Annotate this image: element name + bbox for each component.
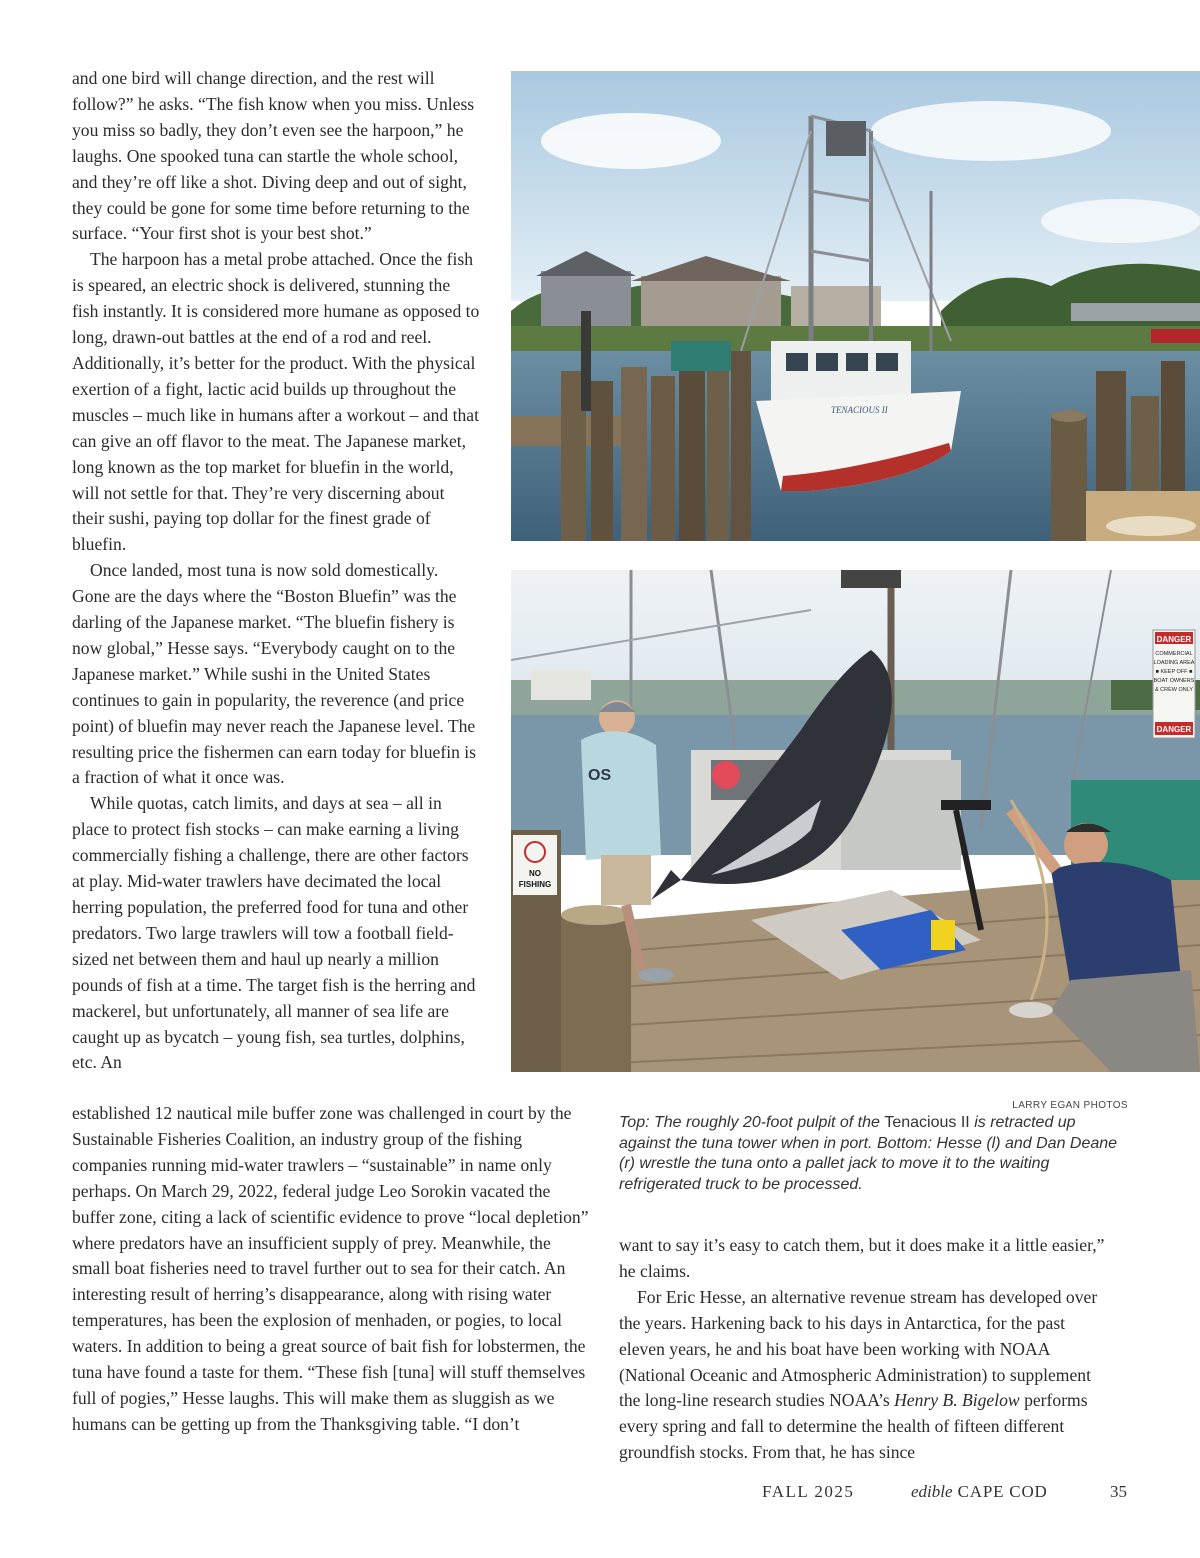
folio-magazine-name xyxy=(911,1482,1048,1502)
article-text: performs every spring and fall to determine the health of fifteen different groundfish stocks. From that, he has since xyxy=(619,1390,1088,1463)
danger-sign-title: DANGER xyxy=(1156,635,1192,644)
photo-credit: LARRY EGAN PHOTOS xyxy=(1012,1100,1128,1111)
article-paragraph: While quotas, catch limits, and days at sea – all in place to protect fish stocks – can make earning a living commercially fishing a challenge, there are other factors at play. Mid-water trawlers have decimated the local herring population, the preferred food for tuna and other predators. Two large trawlers will tow a football field-sized net between them and haul up nearly a million pounds of fish at a time. The target fish is the herring and mackerel, but unfortunately, all manner of sea life are caught up as bycatch – young fish, sea turtles, dolphins, etc. An xyxy=(72,793,476,1073)
article-paragraph: and one bird will change direction, and the rest will follow?” he asks. “The fish know when you miss. Unless you miss so badly, they don’t even see the harpoon,” he laughs. One spooked tuna can startle the whole school, and they’re off like a shot. Diving deep and out of sight, they could be gone for some time before returning to the surface. “Your first shot is your best shot.” xyxy=(72,68,475,244)
danger-sign-line: BOAT OWNERS xyxy=(1153,678,1195,684)
photo-boat-at-dock xyxy=(511,71,1200,541)
photo-caption xyxy=(619,1113,1129,1195)
folio-season: FALL 2025 xyxy=(762,1482,855,1501)
no-fishing-sign-line: NO xyxy=(529,869,541,878)
boat-name-label: TENACIOUS II xyxy=(831,405,888,415)
caption-text: Top: The roughly 20-foot pulpit of the xyxy=(619,1114,885,1131)
vessel-name: Henry B. Bigelow xyxy=(894,1390,1020,1411)
shirt-logo-text: OS xyxy=(588,767,612,784)
article-column-right xyxy=(619,1233,1109,1466)
article-paragraph xyxy=(619,1285,1109,1466)
boat-photo-illustration xyxy=(511,71,1200,541)
danger-sign-line: LOADING AREA xyxy=(1153,660,1195,666)
article-paragraph: established 12 nautical mile buffer zone was challenged in court by the Sustainable Fisheries Coalition, an industry group of the fishing companies running mid-water trawlers – “sustainable” in name only perhaps. On March 29, 2022, federal judge Leo Sorokin vacated the buffer zone, citing a lack of scientific evidence to prove “local depletion” where predators have an insufficient supply of prey. Meanwhile, the small boat fisheries need to travel further out to sea for their catch. An interesting result of herring’s disappearance, along with rising water temperatures, has been the explosion of menhaden, or pogies, to local waters. In addition to being a great source of bait fish for lobstermen, the tuna have found a taste for them. “These fish [tuna] will stuff themselves full of pogies,” Hesse laughs. This will make them as sluggish as we humans can be getting up from the Thanksgiving table. “I don’t xyxy=(72,1103,589,1434)
article-column-bottom xyxy=(72,1101,592,1438)
folio-brand-rest: CAPE COD xyxy=(952,1482,1048,1501)
caption-vessel-name: Tenacious II xyxy=(884,1114,970,1131)
page-number: 35 xyxy=(1110,1482,1127,1501)
photo-tuna-on-dock xyxy=(511,570,1200,1072)
folio-brand-italic: edible xyxy=(911,1482,953,1501)
danger-sign-footer: DANGER xyxy=(1156,725,1192,734)
article-column-left xyxy=(72,66,480,1076)
danger-sign-line: & CREW ONLY xyxy=(1154,687,1194,693)
article-paragraph: Once landed, most tuna is now sold domestically. Gone are the days where the “Boston Bluefin” was the darling of the Japanese market. “The bluefin fishery is now global,” Hesse says. “Everybody caught on to the Japanese market.” While sushi in the United States continues to gain in popularity, the reverence (and price point) of bluefin may never reach the Japanese level. The resulting price the fishermen can earn today for bluefin is a fraction of what it once was. xyxy=(72,560,477,788)
danger-sign-line: COMMERCIAL xyxy=(1155,651,1193,657)
no-fishing-sign-line: FISHING xyxy=(518,880,552,889)
article-paragraph: The harpoon has a metal probe attached. Once the fish is speared, an electric shock is delivered, stunning the fish instantly. It is considered more humane as opposed to long, drawn-out battles at the end of a rod and reel. Additionally, it’s better for the product. With the physical exertion of a fight, lactic acid builds up throughout the muscles – much like in humans after a workout – and that can give an off flavor to the meat. The Japanese market, long known as the top market for bluefin in the world, will not settle for that. They’re very discerning about their sushi, paying top dollar for the finest grade of bluefin. xyxy=(72,249,480,555)
article-paragraph: want to say it’s easy to catch them, but it does make it a little easier,” he claims. xyxy=(619,1235,1105,1281)
tuna-photo-illustration xyxy=(511,570,1200,1072)
caption-text: is retracted up against the tuna tower when in port. Bottom: Hesse (l) and Dan Deane (r) wrestle the tuna onto a pallet jack to move it to the waiting refrigerated truck to be processed. xyxy=(619,1114,1118,1193)
article-text: For Eric Hesse, an alternative revenue stream has developed over the years. Harkening back to his days in Antarctica, for the past eleven years, he and his boat have been working with NOAA (National Oceanic and Atmospheric Administration) to supplement the long-line research studies NOAA’s xyxy=(619,1286,1098,1411)
danger-sign-line: ■ KEEP OFF ■ xyxy=(1155,669,1193,675)
